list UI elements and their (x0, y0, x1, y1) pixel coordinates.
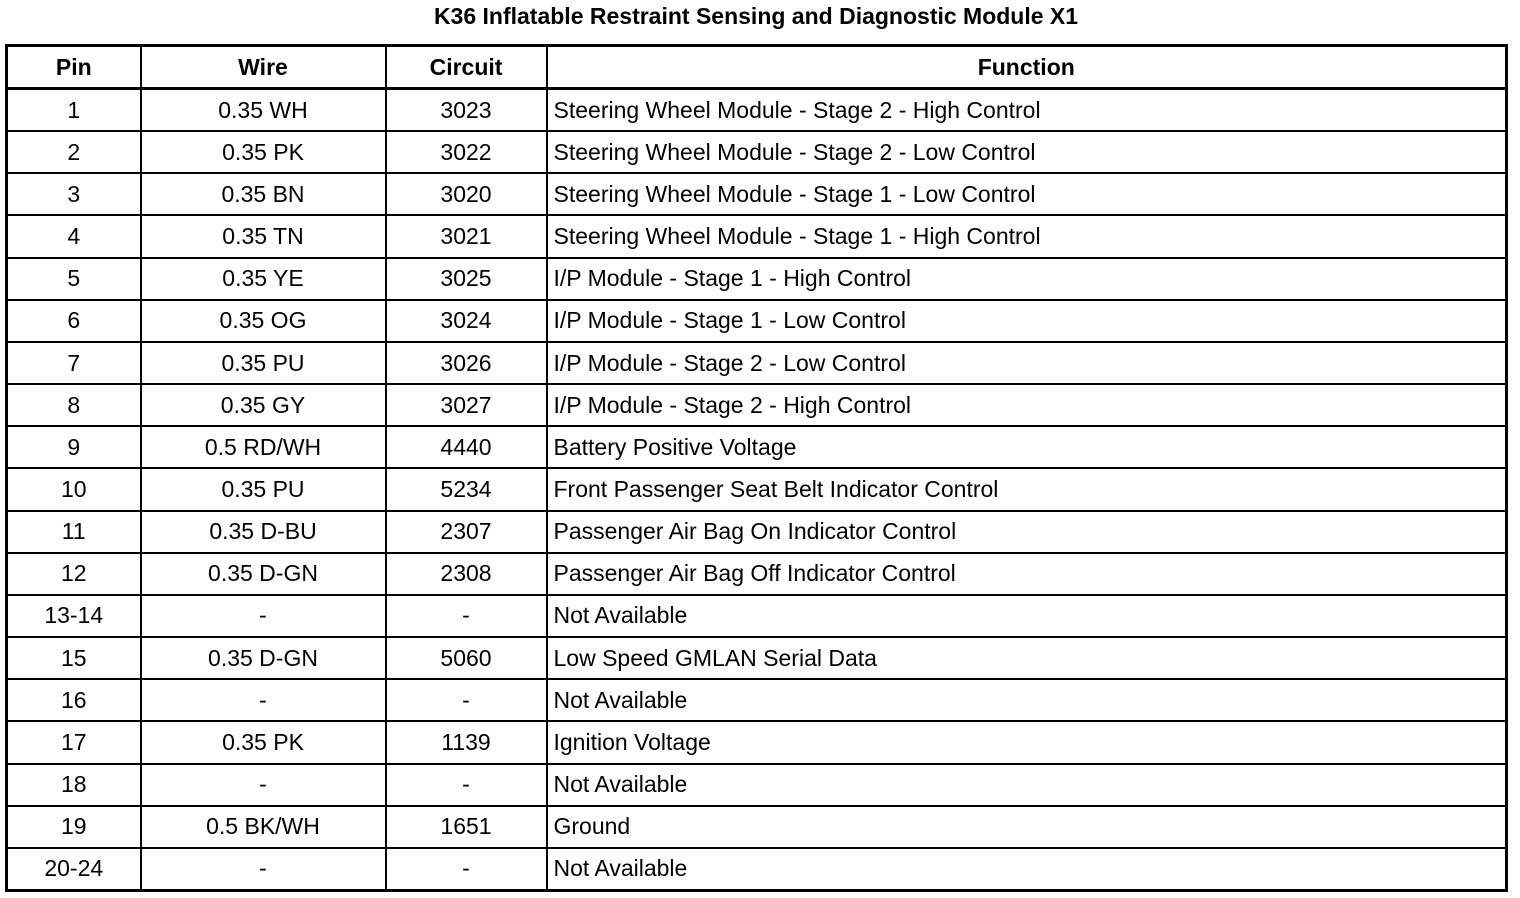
circuit-cell: 3023 (386, 89, 547, 132)
pin-cell: 4 (7, 215, 141, 257)
pin-cell: 16 (7, 679, 141, 721)
function-cell: Not Available (547, 595, 1507, 637)
table-header (7, 46, 1507, 89)
pin-cell: 17 (7, 721, 141, 763)
pin-cell: 15 (7, 637, 141, 679)
table-body (7, 89, 1507, 891)
pin-cell: 6 (7, 300, 141, 342)
function-cell: I/P Module - Stage 1 - Low Control (547, 300, 1507, 342)
circuit-cell: - (386, 595, 547, 637)
wire-cell: - (141, 848, 386, 891)
function-cell: Ignition Voltage (547, 721, 1507, 763)
circuit-cell: 3022 (386, 131, 547, 173)
circuit-cell: 3026 (386, 342, 547, 384)
circuit-cell: 5060 (386, 637, 547, 679)
wire-cell: 0.5 BK/WH (141, 806, 386, 848)
pin-cell: 8 (7, 384, 141, 426)
function-cell: Steering Wheel Module - Stage 1 - Low Control (547, 173, 1507, 215)
connector-pinout-table (5, 44, 1508, 892)
header-wire: Wire (141, 46, 386, 89)
table-row (7, 764, 1507, 806)
wire-cell: 0.35 GY (141, 384, 386, 426)
wire-cell: 0.35 PK (141, 131, 386, 173)
circuit-cell: - (386, 848, 547, 891)
function-cell: I/P Module - Stage 2 - High Control (547, 384, 1507, 426)
function-cell: Passenger Air Bag On Indicator Control (547, 511, 1507, 553)
pin-cell: 2 (7, 131, 141, 173)
circuit-cell: 3020 (386, 173, 547, 215)
wire-cell: 0.35 PU (141, 342, 386, 384)
page-title: K36 Inflatable Restraint Sensing and Diagnostic Module X1 (433, 3, 1079, 29)
function-cell: Low Speed GMLAN Serial Data (547, 637, 1507, 679)
table-row (7, 131, 1507, 173)
function-cell: Ground (547, 806, 1507, 848)
pin-cell: 19 (7, 806, 141, 848)
circuit-cell: 3027 (386, 384, 547, 426)
function-cell: Not Available (547, 848, 1507, 891)
function-cell: Not Available (547, 679, 1507, 721)
pin-cell: 10 (7, 468, 141, 510)
table-row (7, 848, 1507, 891)
table-row (7, 679, 1507, 721)
wire-cell: 0.35 BN (141, 173, 386, 215)
table-row (7, 258, 1507, 300)
function-cell: Steering Wheel Module - Stage 2 - High Control (547, 89, 1507, 132)
pin-cell: 18 (7, 764, 141, 806)
wire-cell: - (141, 679, 386, 721)
table-row (7, 384, 1507, 426)
circuit-cell: 3024 (386, 300, 547, 342)
pin-cell: 3 (7, 173, 141, 215)
pin-cell: 1 (7, 89, 141, 132)
table-row (7, 300, 1507, 342)
wire-cell: 0.35 PU (141, 468, 386, 510)
circuit-cell: 2307 (386, 511, 547, 553)
wire-cell: 0.35 D-GN (141, 637, 386, 679)
header-row (7, 46, 1507, 89)
pin-cell: 20-24 (7, 848, 141, 891)
table-row (7, 637, 1507, 679)
pin-cell: 9 (7, 426, 141, 468)
wire-cell: 0.5 RD/WH (141, 426, 386, 468)
table-row (7, 511, 1507, 553)
header-function: Function (547, 46, 1507, 89)
function-cell: I/P Module - Stage 1 - High Control (547, 258, 1507, 300)
circuit-cell: 1651 (386, 806, 547, 848)
table-row (7, 426, 1507, 468)
circuit-cell: - (386, 679, 547, 721)
wire-cell: 0.35 D-BU (141, 511, 386, 553)
function-cell: Battery Positive Voltage (547, 426, 1507, 468)
circuit-cell: - (386, 764, 547, 806)
wire-cell: 0.35 PK (141, 721, 386, 763)
pin-cell: 13-14 (7, 595, 141, 637)
table-row (7, 342, 1507, 384)
circuit-cell: 2308 (386, 553, 547, 595)
wire-cell: - (141, 595, 386, 637)
table-row (7, 553, 1507, 595)
pin-cell: 11 (7, 511, 141, 553)
circuit-cell: 3021 (386, 215, 547, 257)
table-row (7, 468, 1507, 510)
pin-cell: 7 (7, 342, 141, 384)
circuit-cell: 4440 (386, 426, 547, 468)
function-cell: Passenger Air Bag Off Indicator Control (547, 553, 1507, 595)
function-cell: I/P Module - Stage 2 - Low Control (547, 342, 1507, 384)
function-cell: Not Available (547, 764, 1507, 806)
wire-cell: 0.35 WH (141, 89, 386, 132)
wire-cell: 0.35 TN (141, 215, 386, 257)
header-pin: Pin (7, 46, 141, 89)
function-cell: Steering Wheel Module - Stage 2 - Low Control (547, 131, 1507, 173)
table-row (7, 806, 1507, 848)
pin-cell: 12 (7, 553, 141, 595)
wire-cell: - (141, 764, 386, 806)
header-circuit: Circuit (386, 46, 547, 89)
function-cell: Front Passenger Seat Belt Indicator Control (547, 468, 1507, 510)
wire-cell: 0.35 YE (141, 258, 386, 300)
table-row (7, 595, 1507, 637)
table-row (7, 173, 1507, 215)
pin-cell: 5 (7, 258, 141, 300)
wire-cell: 0.35 D-GN (141, 553, 386, 595)
circuit-cell: 3025 (386, 258, 547, 300)
function-cell: Steering Wheel Module - Stage 1 - High Control (547, 215, 1507, 257)
circuit-cell: 5234 (386, 468, 547, 510)
wire-cell: 0.35 OG (141, 300, 386, 342)
table-row (7, 89, 1507, 132)
table-row (7, 721, 1507, 763)
table-row (7, 215, 1507, 257)
circuit-cell: 1139 (386, 721, 547, 763)
